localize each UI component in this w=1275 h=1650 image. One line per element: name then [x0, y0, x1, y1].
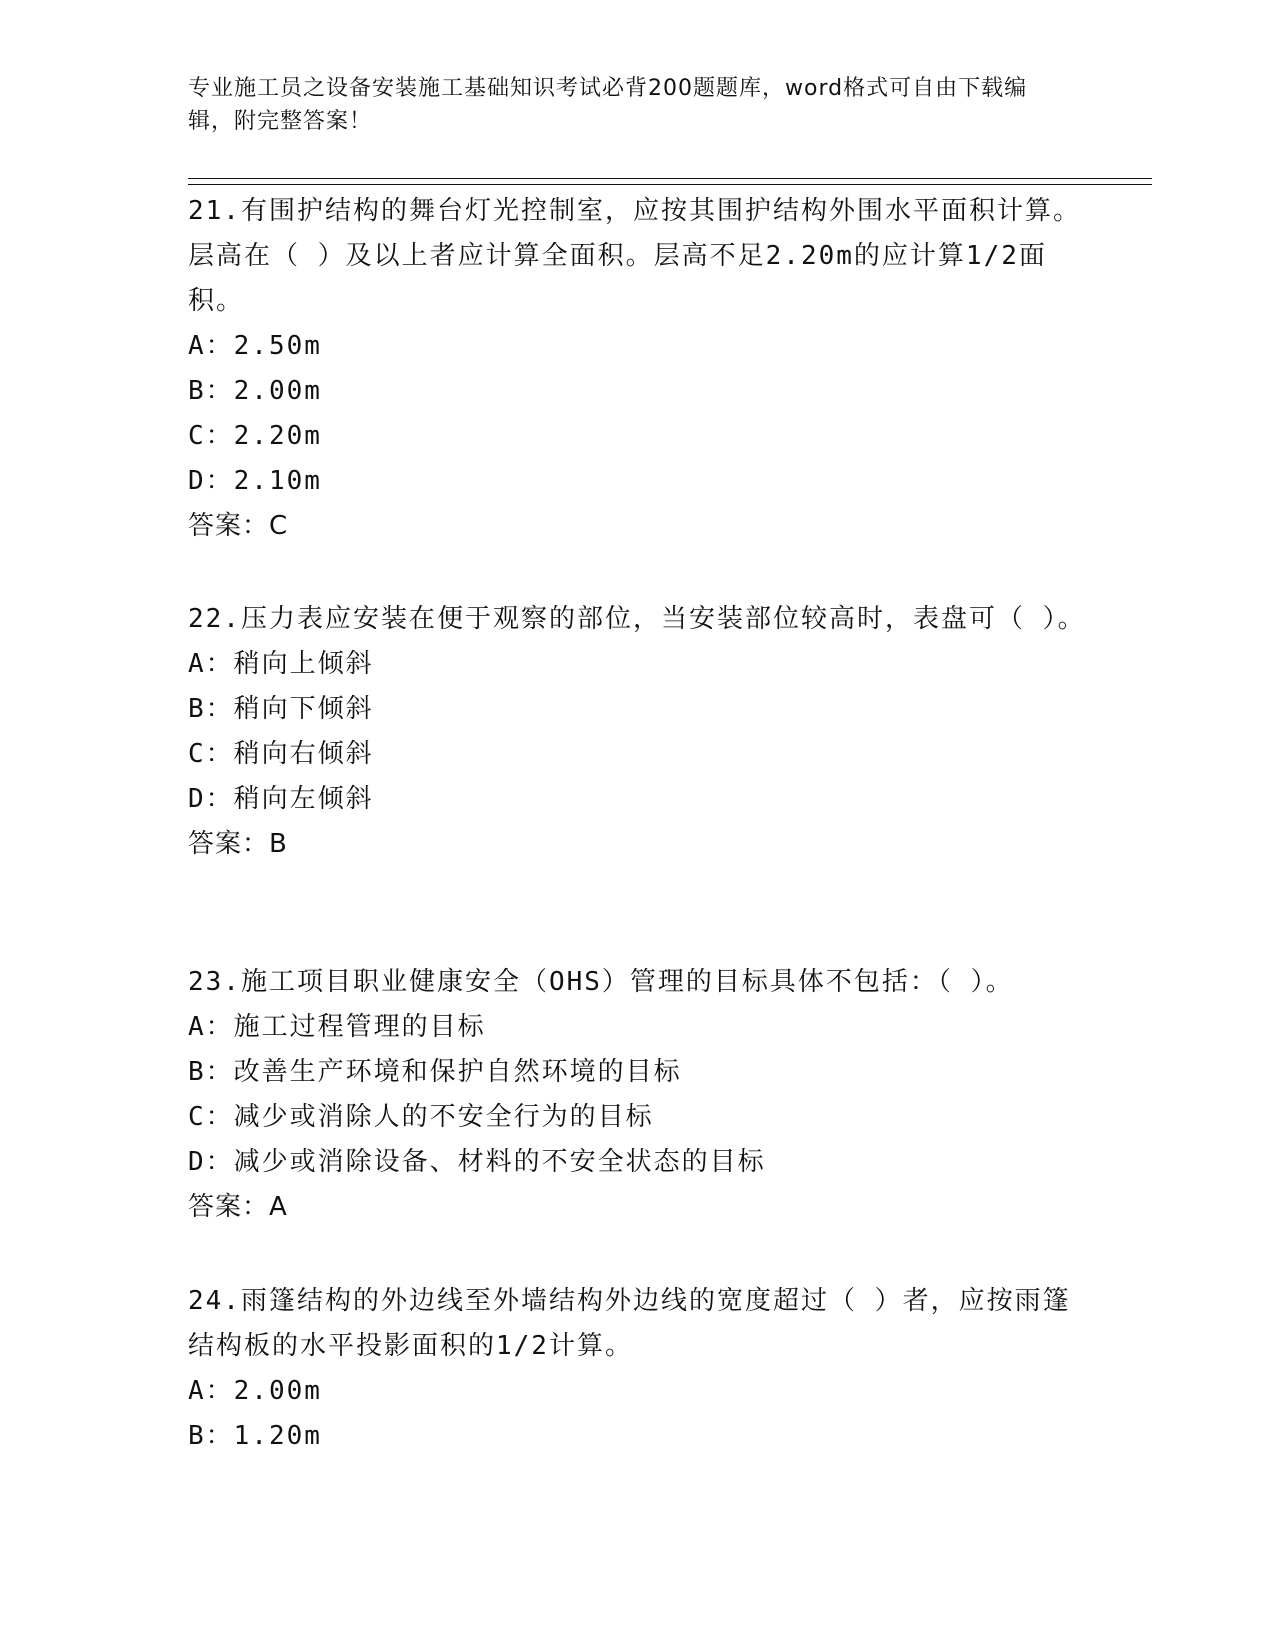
option-b: B：2.00m: [188, 376, 322, 406]
header-divider-bottom: [188, 184, 1152, 185]
option-b: B：稍向下倾斜: [188, 694, 374, 724]
header-divider-top: [188, 178, 1152, 179]
question-23: [188, 960, 1088, 1230]
question-stem: 23.施工项目职业健康安全（OHS）管理的目标具体不包括：（ ）。: [188, 967, 1014, 997]
question-22: [188, 597, 1088, 867]
answer: 答案：A: [188, 1192, 288, 1222]
answer: 答案：B: [188, 829, 288, 859]
option-a: A：施工过程管理的目标: [188, 1012, 486, 1042]
question-stem: 21.有围护结构的舞台灯光控制室，应按其围护结构外围水平面积计算。层高在（ ）及以上者应计算全面积。层高不足2.20m的应计算1/2面积。: [188, 196, 1081, 316]
answer: 答案：C: [188, 511, 289, 541]
option-d: D：减少或消除设备、材料的不安全状态的目标: [188, 1147, 766, 1177]
document-header: 专业施工员之设备安装施工基础知识考试必背200题题库，word格式可自由下载编辑，附完整答案！: [188, 76, 1028, 134]
option-a: A：2.50m: [188, 331, 322, 361]
question-stem: 22.压力表应安装在便于观察的部位，当安装部位较高时，表盘可（ ）。: [188, 604, 1086, 634]
question-24: [188, 1279, 1088, 1459]
option-a: A：稍向上倾斜: [188, 649, 374, 679]
option-b: B：改善生产环境和保护自然环境的目标: [188, 1057, 682, 1087]
option-c: C：稍向右倾斜: [188, 739, 374, 769]
option-d: D：2.10m: [188, 466, 322, 496]
option-c: C：减少或消除人的不安全行为的目标: [188, 1102, 654, 1132]
option-a: A：2.00m: [188, 1376, 322, 1406]
option-c: C：2.20m: [188, 421, 322, 451]
option-d: D：稍向左倾斜: [188, 784, 374, 814]
question-21: [188, 189, 1088, 549]
option-b: B：1.20m: [188, 1421, 322, 1451]
question-stem: 24.雨篷结构的外边线至外墙结构外边线的宽度超过（ ）者，应按雨篷结构板的水平投影面积的1/2计算。: [188, 1286, 1071, 1361]
